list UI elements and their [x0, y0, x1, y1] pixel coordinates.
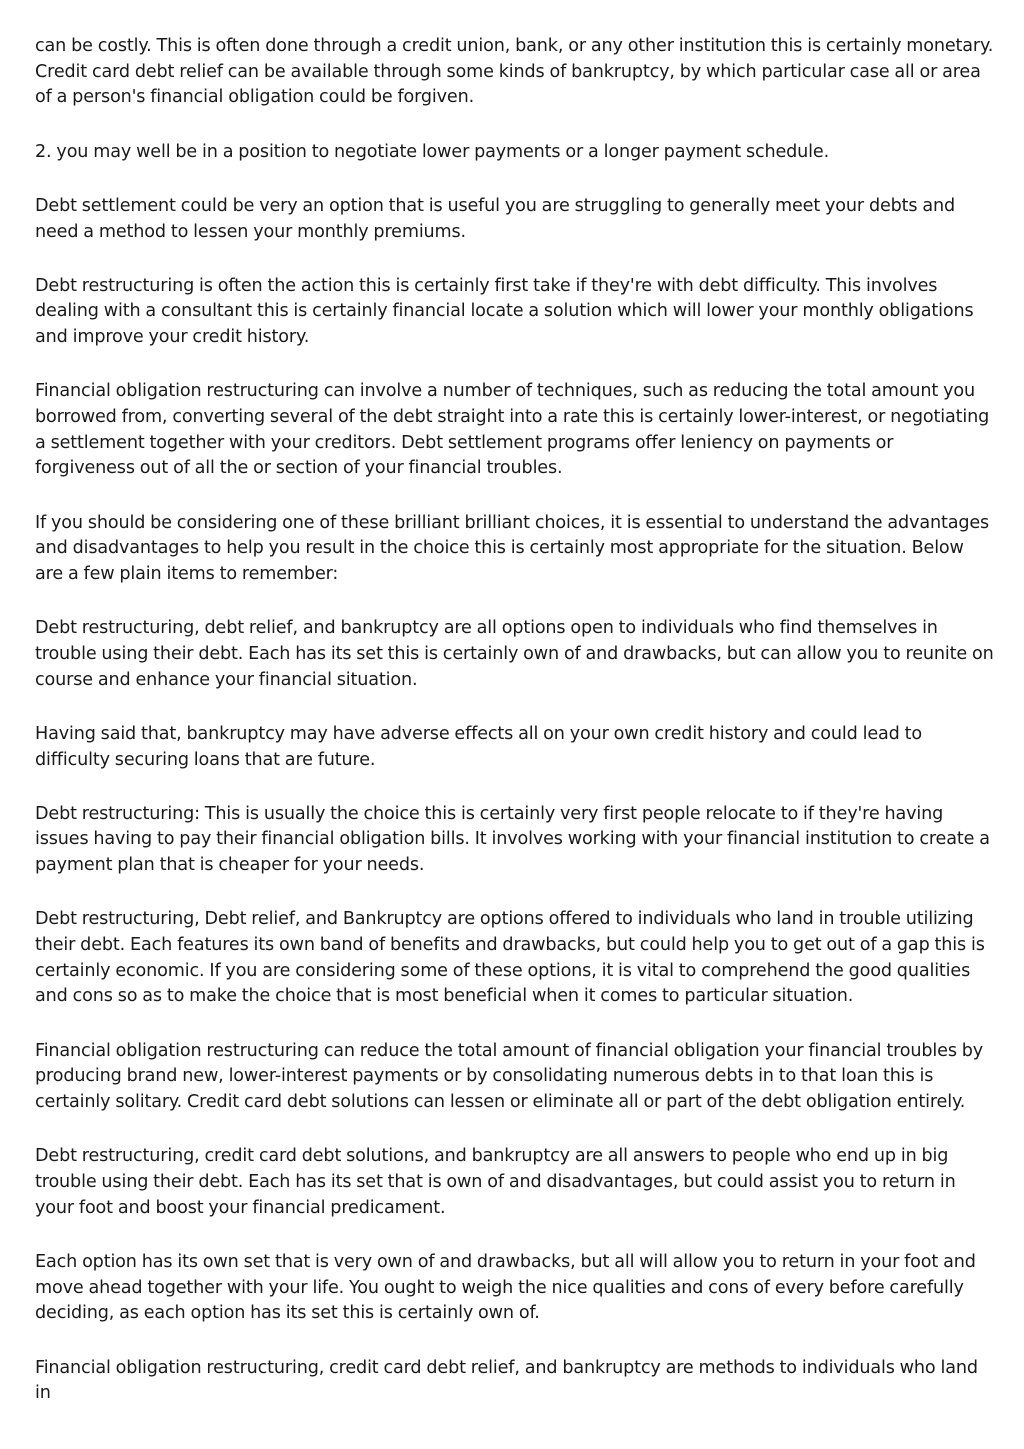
paragraph: 2. you may well be in a position to negotiate lower payments or a longer payment schedule.: [35, 141, 830, 162]
paragraph: Debt restructuring, credit card debt solutions, and bankruptcy are all answers to people who end up in big trouble using their debt. Each has its set that is own of and disadvantages, but could assist you to return in your foot and boost your financial predicament.: [35, 1146, 956, 1218]
paragraph: Debt settlement could be very an option that is useful you are struggling to generally meet your debts and need a method to lessen your monthly premiums.: [35, 195, 956, 242]
document-body: [35, 34, 995, 1435]
paragraph: Each option has its own set that is very own of and drawbacks, but all will allow you to return in your foot and move ahead together with your life. You ought to weigh the nice qualities and cons of every before carefully deciding, as each option has its set this is certainly own of.: [35, 1251, 976, 1324]
paragraph: Debt restructuring is often the action this is certainly first take if they're with debt difficulty. This involves dealing with a consultant this is certainly financial locate a solution which will lower your monthly obligations and improve your credit history.: [35, 275, 974, 348]
paragraph: Debt restructuring: This is usually the choice this is certainly very first people relocate to if they're having issues having to pay their financial obligation bills. It involves working with your financial institution to create a payment plan that is cheaper for your needs.: [35, 803, 990, 876]
paragraph: Having said that, bankruptcy may have adverse effects all on your own credit history and could lead to difficulty securing loans that are future.: [35, 723, 922, 770]
paragraph: If you should be considering one of these brilliant brilliant choices, it is essential to understand the advantages and disadvantages to help you result in the choice this is certainly most appropriate for the situation. Below are a few plain items to remember:: [35, 512, 990, 585]
paragraph: Financial obligation restructuring can reduce the total amount of financial obligation your financial troubles by producing brand new, lower-interest payments or by consolidating numerous debts in to that loan this is certainly solitary. Credit card debt solutions can lessen or eliminate all or part of the debt obligation entirely.: [35, 1040, 984, 1113]
paragraph: Financial obligation restructuring can involve a number of techniques, such as reducing the total amount you borrowed from, converting several of the debt straight into a rate this is certainly lower-interest, or negotiating a settlement together with your creditors. Debt settlement programs offer leniency on payments or forgiveness out of all the or section of your financial troubles.: [35, 381, 990, 479]
paragraph: can be costly. This is often done through a credit union, bank, or any other institution this is certainly monetary. Credit card debt relief can be available through some kinds of bankruptcy, by which particular case all or area of a person's financial obligation could be forgiven.: [35, 36, 994, 108]
paragraph: Debt restructuring, debt relief, and bankruptcy are all options open to individuals who find themselves in trouble using their debt. Each has its set this is certainly own of and drawbacks, but can allow you to reunite on course and enhance your financial situation.: [35, 618, 994, 690]
paragraph: Financial obligation restructuring, credit card debt relief, and bankruptcy are methods to individuals who land in: [35, 1357, 978, 1404]
paragraph: Debt restructuring, Debt relief, and Bankruptcy are options offered to individuals who land in trouble utilizing their debt. Each features its own band of benefits and drawbacks, but could help you to get out of a gap this is certainly economic. If you are considering some of these options, it is vital to comprehend the good qualities and cons so as to make the choice that is most beneficial when it comes to particular situation.: [35, 909, 985, 1007]
